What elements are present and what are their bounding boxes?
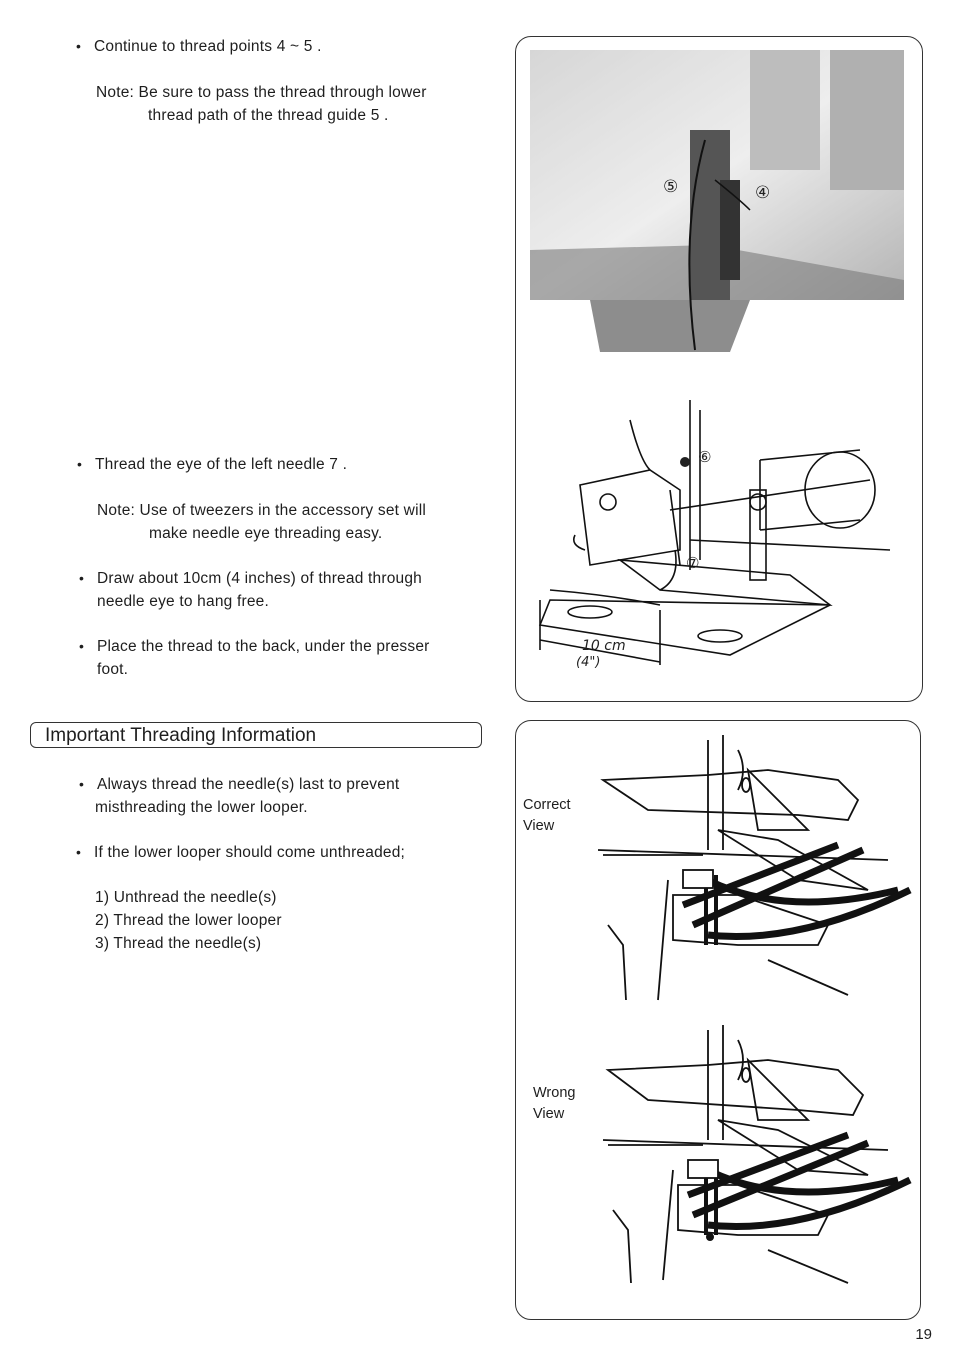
- bullet-thread-needles-last-line1: • Always thread the needle(s) last to prevent: [97, 773, 399, 796]
- note-tweezers-line1: Note: Use of tweezers in the accessory set will: [97, 502, 426, 519]
- step-3: 3) Thread the needle(s): [95, 935, 262, 952]
- label-6: ⑥: [698, 448, 712, 466]
- bullet-thread-needles-last-line2: misthreading the lower looper.: [95, 799, 308, 816]
- bullet-continue-thread: • Continue to thread points 4 ~ 5 .: [94, 35, 322, 58]
- measure-in: (4"): [576, 655, 601, 670]
- label-5: ⑤: [663, 177, 679, 197]
- step-1: 1) Unthread the needle(s): [95, 889, 277, 906]
- note-thread-guide-line2: thread path of the thread guide 5 .: [148, 107, 389, 124]
- measure-cm: 10 cm: [582, 638, 626, 654]
- important-section-title: Important Threading Information: [30, 722, 482, 748]
- correct-view-caption-line2: View: [523, 818, 555, 834]
- note-tweezers-line2: make needle eye threading easy.: [149, 525, 383, 542]
- wrong-view-caption-line2: View: [533, 1106, 565, 1122]
- needle-threading-illustration: [530, 390, 905, 685]
- wrong-view-caption-line1: Wrong: [533, 1085, 576, 1101]
- bullet-draw-thread-line2: needle eye to hang free.: [97, 593, 269, 610]
- bullet-looper-unthreaded: • If the lower looper should come unthreaded;: [94, 841, 405, 864]
- bullet-draw-thread-line1: • Draw about 10cm (4 inches) of thread through: [97, 567, 422, 590]
- page-number: 19: [915, 1326, 932, 1343]
- bullet-place-thread-line2: foot.: [97, 661, 129, 678]
- note-thread-guide-line1: Note: Be sure to pass the thread through lower: [96, 84, 427, 101]
- bullet-place-thread-line1: • Place the thread to the back, under the presser: [97, 635, 430, 658]
- correct-view-illustration: [598, 730, 913, 1005]
- thread-guide-photo: [530, 50, 904, 352]
- label-4: ④: [755, 183, 771, 203]
- step-2: 2) Thread the lower looper: [95, 912, 282, 929]
- bullet-thread-left-needle: • Thread the eye of the left needle 7 .: [95, 453, 347, 476]
- correct-view-caption-line1: Correct: [523, 797, 571, 813]
- wrong-view-illustration: [598, 1025, 913, 1290]
- label-7: ⑦: [686, 554, 700, 572]
